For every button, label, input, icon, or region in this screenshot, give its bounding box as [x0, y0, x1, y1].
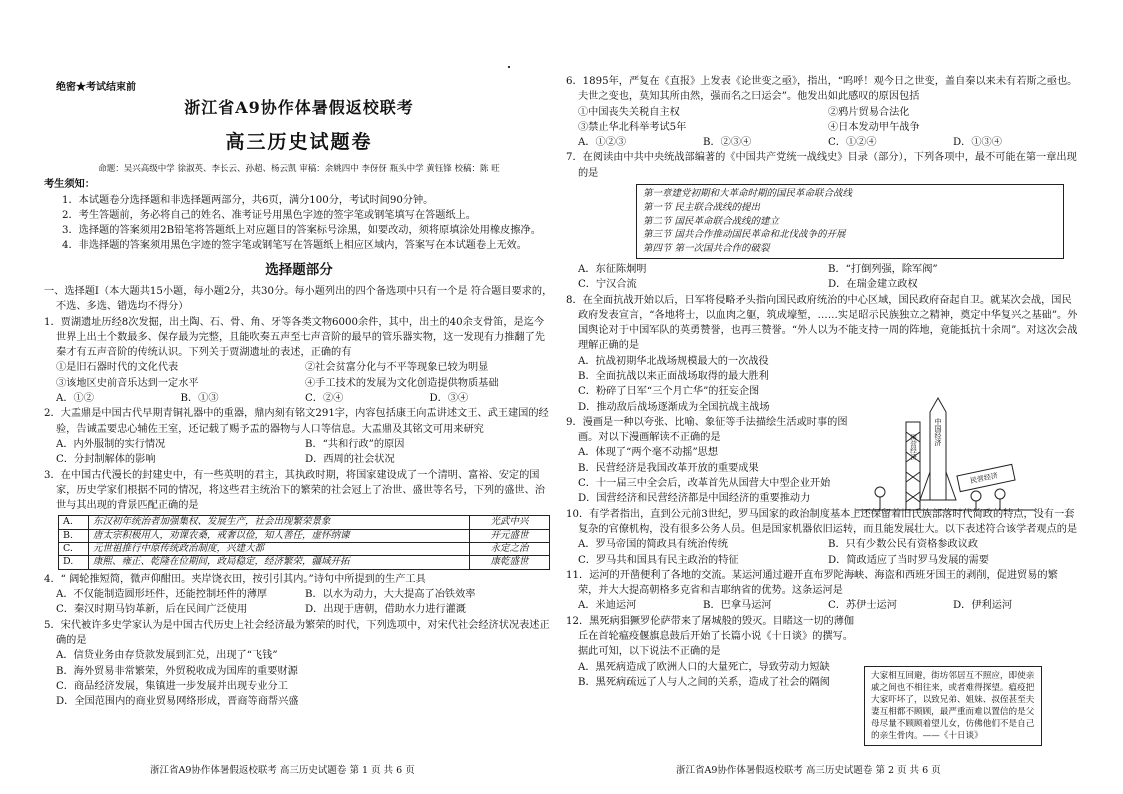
notice-item: 1．本试题卷分选择题和非选择题两部分，共6页，满分100分，考试时间90分钟。 [62, 194, 434, 206]
table-cell: D. [59, 556, 89, 569]
table-cell: 康熙、雍正、乾隆在位期间，政局稳定，经济繁荣，疆域开拓 [89, 556, 470, 569]
notice-item: 2．考生答题前，务必将自己的姓名、准考证号用黑色字迹的签字笔或钢笔填写在答题纸上。 [62, 209, 476, 221]
option: A．抗战初期华北战场规模最大的一次战役 [578, 355, 769, 367]
option: D．简政适应了当时罗马发展的需要 [828, 554, 989, 566]
option: B．全面抗战以来正面战场取得的最大胜利 [578, 370, 769, 382]
footer-left: 浙江省A9协作体暑假返校联考 高三历史试题卷 第 1 页 共 6 页 [150, 765, 415, 776]
footer-right: 浙江省A9协作体暑假返校联考 高三历史试题卷 第 2 页 共 6 页 [676, 765, 941, 776]
question-12-stem: 12．黑死病猖獗罗伦萨带来了屠城般的毁灭。目睹这一切的薄伽丘在首轮瘟疫偃旗息鼓后开始了长篇小说《十日谈》的撰写。据此可知，以下说法不正确的是 [566, 615, 855, 658]
option: A．不仅能制造圆形坯件，还能控制坯件的薄厚 [56, 589, 268, 601]
table-cell: 东汉初年统治者加强集权、发展生产，社会出现繁荣景象 [89, 516, 470, 529]
person-head [971, 491, 981, 501]
option: C．秦汉时期马钧革新，后在民间广泛使用 [56, 604, 248, 616]
left-column [44, 74, 554, 709]
toc-line: 第一节 民主联合战线的提出 [643, 201, 761, 213]
option: A．黑死病造成了欧洲人口的大量死亡，导致劳动力短缺 [578, 661, 830, 673]
option: D．国营经济和民营经济都是中国经济的重要推动力 [578, 493, 811, 505]
question-9-stem: 9．漫画是一种以夸张、比喻、象征等手法描绘生活或时事的图画。对以下漫画解读不正确的是 [566, 416, 848, 444]
question-10-options [566, 537, 1078, 568]
question-4-stem: 4．“ 阔轮推短简，微声仰酣田。夹岸饶衣田，按引引其内。”诗句中所提到的生产工具 [44, 573, 426, 585]
option: D．伊利运河 [953, 600, 1013, 612]
option: C．罗马共和国具有民主政治的特征 [578, 554, 739, 566]
statement: ②社会贫富分化与不平等现象已较为明显 [305, 362, 489, 374]
exam-subtitle: 高三历史试题卷 [225, 131, 373, 153]
question-2-options [44, 437, 554, 468]
option: B．“打倒列强，除军阀” [828, 263, 938, 275]
toc-line: 第三节 国共合作推动国民革命和北伐战争的开展 [643, 229, 846, 241]
option: A．①②③ [578, 137, 627, 149]
table-cell: A. [59, 516, 89, 529]
option: B．只有少数公民有资格参政议政 [828, 539, 979, 551]
table-row [59, 556, 550, 569]
option: C．①②④ [828, 137, 877, 149]
rocket-fin-left [920, 472, 930, 500]
option: A．罗马帝国的简政具有统治传统 [578, 539, 728, 551]
cartoon-illustration [846, 392, 1042, 516]
exam-title: 浙江省A9协作体暑假返校联考 [184, 98, 414, 117]
notice-item: 4．非选择题的答案须用黑色字迹的签字笔或钢笔写在答题纸上相应区域内，答案写在本试题卷上无效。 [62, 240, 527, 252]
option: D．在瑞金建立政权 [828, 279, 918, 291]
notice-item: 3．选择题的答案须用2B铅笔将答题纸上对应题目的答案标号涂黑，如要改动，须将原填涂处用橡皮擦净。 [62, 225, 541, 237]
question-3-table [58, 515, 550, 569]
secret-label: 绝密★考试结束前 [56, 82, 136, 93]
option: A．体现了“两个毫不动摇”思想 [578, 447, 719, 459]
option: B．①③ [180, 393, 219, 405]
option: D．全国范围内的商业贸易网络形成，晋商等商帮兴盛 [56, 696, 299, 708]
table-row [59, 529, 550, 542]
option: B．②③④ [703, 137, 752, 149]
table-row [59, 516, 550, 529]
option: B．以水为动力，大大提高了冶铁效率 [305, 589, 476, 601]
rocket-fin-right [946, 472, 956, 500]
rocket-label: 中国经济 [934, 418, 942, 446]
statement: ④日本发动甲午战争 [828, 121, 920, 133]
question-1-options [44, 391, 554, 406]
part-intro: 一、选择题Ⅰ（本大题共15小题，每小题2分，共30分。每小题列出的四个备选项中只有一个是 符合题目要求的，不选、多选、错选均不得分） [44, 285, 553, 313]
question-2-stem: 2．大盂鼎是中国古代早期青铜礼器中的重器，鼎内刻有铭文291字，内容包括康王向盂讲述文王、武王建国的经验，告诫盂要忠心辅佐王室，还记载了赐予盂的器物与人口等信息。大盂鼎及其铭文可用来研究 [44, 408, 549, 435]
question-10-stem: 10．有学者指出，直到公元前3世纪，罗马国家的政治制度基本上还保留着旧氏族部落时代简政的特点，没有一套复杂的官僚机构，没有很多公务人员。但是国家机器依旧运转，而且能发展壮大。以下表述符合该学者观点的是 [566, 508, 1078, 535]
toc-line: 第一章建党初期和大革命时期的国民革命联合战线 [643, 188, 853, 200]
option: C．分封制解体的影响 [56, 454, 156, 466]
option: D．出现于唐朝，借助水力进行灌溉 [305, 604, 466, 616]
question-7-stem: 7．在阅读由中共中央统战部编著的《中国共产党统一战线史》目录（部分），下列各项中，最不可能在第一章出现的是 [566, 152, 1077, 179]
option: C．十一届三中全会后，改革首先从国营大中型企业开始 [578, 478, 831, 490]
credits-line: 命题：吴兴高级中学 徐淑英、李长云、孙超、杨云凯 审稿：余姚四中 李伢伢 瓶头中学 黄钰锋 校稿：陈 旺 [98, 163, 500, 174]
question-7-options [566, 262, 1078, 293]
table-cell: 康乾盛世 [470, 556, 550, 569]
table-cell: 永定之治 [470, 543, 550, 556]
option: B．黑死病疏远了人与人之间的关系，造成了社会的隔阂 [578, 676, 830, 688]
option: B．“共和行政”的原因 [305, 438, 405, 450]
question-11-options [566, 598, 1078, 613]
person-head [875, 487, 885, 497]
table-cell: B. [59, 529, 89, 542]
table-cell: 开元盛世 [470, 529, 550, 542]
statement: ③禁止华北科举考试5年 [578, 121, 687, 133]
statement: ③该地区史前音乐达到一定水平 [56, 377, 199, 389]
question-6-stem: 6．1895年，严复在《直报》上发表《论世变之亟》，指出，“呜呼！观今日之世变，盖自秦以来未有若斯之亟也。夫世之变也，莫知其所由然，强而名之曰运会”。他发出如此感叹的原因包括 [566, 76, 1078, 103]
question-4-options [44, 587, 554, 618]
option: D．①③④ [953, 137, 1002, 149]
question-11-stem: 11．运河的开凿便利了各地的交流。某运河通过避开直布罗陀海峡、海盗和西班牙国王的剥削，促进贸易的繁荣，并大大提高朝格多克省和吉耶纳省的优势。这条运河是 [566, 569, 1058, 597]
option: D．③④ [429, 393, 469, 405]
table-row [59, 543, 550, 556]
statement: ①中国丧失关税自主权 [578, 106, 680, 118]
scan-speck [508, 66, 510, 68]
question-3-stem: 3．在中国古代漫长的封建史中，有一些英明的君主，其执政时期，将国家建设成了一个清明、富裕、安定的国家，历史学家们根据不同的情况，将这些君主统治下的繁荣的社会冠上了治世、盛世等名号，下列的盛世、治世与其出现的背景匹配正确的是 [44, 469, 545, 512]
quote-box: 大家相互回避，街坊邻居互不照应，即使亲戚之间也不相往来，或者难得探望。瘟疫把大家吓坏了，以致兄弟、姐妹、叔侄甚至夫妻互相都不顾顾，最严重而难以置信的是父母尽量不顾顾着望儿女，仿佛他们不是自己的亲生骨肉。——《十日谈》 [864, 666, 1042, 746]
rocket-body [930, 398, 946, 500]
option: A．内外服制的实行情况 [56, 438, 166, 450]
tower-label: 国营经济 [909, 434, 917, 460]
question-8-stem: 8．在全面抗战开始以后，日军将侵略矛头指向国民政府统治的中心区域，国民政府奋起自卫。就某次会战，国民政府发表宣言，“各地将士，以血肉之躯，筑成壕堑，……实足昭示民族独立之精神，奠定中华复兴之基础”。外国舆论对于中国军队的英勇赞誉，也再三赞誉。“外人以为不能支持一周的阵地，竟能抵抗十余周”。对这次会战理解正确的是 [566, 294, 1078, 352]
option: A．东征陈炯明 [578, 263, 647, 275]
option: B．巴拿马运河 [703, 600, 772, 612]
option: C．②④ [305, 393, 344, 405]
option: D．西周的社会状况 [305, 454, 395, 466]
statement: ②鸦片贸易合法化 [828, 106, 910, 118]
right-column [566, 74, 1078, 690]
table-cell: 唐太宗积极用人，劝课农桑，戒奢以俭，知人善任，虚怀纳谏 [89, 529, 470, 542]
option: C．宁汉合流 [578, 279, 637, 291]
option: D．推动敌后战场逐渐成为全国抗战主战场 [578, 401, 770, 413]
toc-line: 第二节 国民革命联合战线的建立 [643, 215, 780, 227]
question-6-statements [566, 105, 1078, 136]
question-1-statements [44, 360, 554, 391]
option: B．海外贸易非常繁荣，外贸税收成为国库的重要财源 [56, 665, 298, 677]
notice-list [44, 193, 554, 254]
option: A．米迪运河 [578, 600, 637, 612]
question-5-stem: 5．宋代被许多史学家认为是中国古代历史上社会经济最为繁荣的时代，下列选项中，对宋代社会经济状况表述正确的是 [44, 619, 550, 646]
question-1-stem: 1．贾湖遗址历经8次发掘，出土陶、石、骨、角、牙等各类文物6000余件，其中，出土的40余支骨笛，是迄今世界上出土个数最多、保存最为完整，且能吹奏五声至七声音阶的最早的管乐器实物，这一发现有力推翻了先秦才有五声音阶的传统认识。下列关于贾湖遗址的表述，正确的有 [44, 316, 545, 359]
statement: ①是旧石器时代的文化代表 [56, 362, 179, 374]
option: A．信贷业务由存贷款发展到汇兑，出现了“飞钱” [56, 650, 278, 662]
table-cell: 元世祖推行中原传统政治制度，兴建大都 [89, 543, 470, 556]
question-6-options [566, 135, 1078, 150]
section-title: 选择题部分 [265, 261, 333, 278]
banner-label: 民营经济 [969, 471, 999, 486]
person-head [995, 489, 1005, 499]
toc-line: 第四节 第一次国共合作的破裂 [643, 243, 770, 255]
option: C．苏伊士运河 [828, 600, 897, 612]
table-cell: C. [59, 543, 89, 556]
option: C．粉碎了日军“三个月亡华”的狂妄企图 [578, 386, 760, 398]
toc-box [636, 184, 1064, 259]
option: B．民营经济是我国改革开放的重要成果 [578, 462, 759, 474]
option: A．①② [56, 393, 94, 405]
notice-heading: 考生须知： [44, 178, 95, 191]
option: C．商品经济发展，集镇进一步发展并出现专业分工 [56, 680, 288, 692]
table-cell: 光武中兴 [470, 516, 550, 529]
statement: ④手工技术的发展为文化创造提供物质基础 [305, 377, 499, 389]
